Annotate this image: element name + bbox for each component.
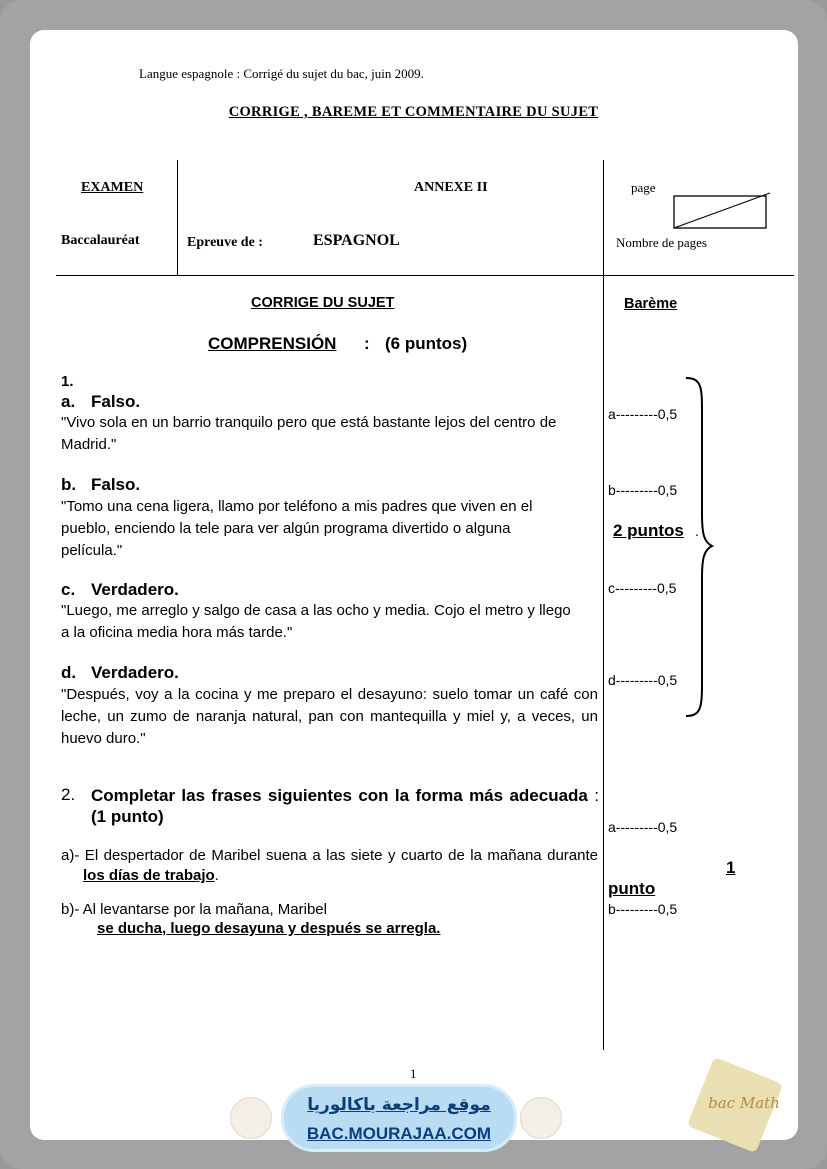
comprension-points: (6 puntos) (385, 334, 468, 353)
page-box (672, 190, 774, 232)
banner-url-link[interactable]: BAC.MOURAJAA.COM (306, 1124, 492, 1143)
score-q1-c: c---------0,5 (608, 580, 677, 596)
bareme-column-divider (603, 160, 604, 1050)
q1-d-answer: Verdadero. (91, 663, 179, 682)
epreuve-label: Epreuve de : (187, 235, 263, 250)
bareme-title: Barème (624, 296, 678, 312)
annexe-label: ANNEXE II (414, 180, 488, 195)
table-bottom-line (56, 275, 794, 276)
nombre-pages-label: Nombre de pages (616, 235, 707, 250)
comprension-title: COMPRENSIÓN (208, 334, 337, 353)
q1-b-letter: b. (61, 475, 77, 494)
examen-label: EXAMEN (81, 180, 144, 195)
q1-total-dot: . (695, 523, 699, 539)
q1-b-quote: "Tomo una cena ligera, llamo por teléfono a mis padres que viven en el pueblo, enciendo la tele para ver algún programa divertido o alguna película." (61, 498, 533, 559)
q2-number: 2. (61, 785, 76, 804)
epreuve-value: ESPAGNOL (313, 232, 400, 249)
banner-arabic-text[interactable]: موقع مراجعة باكالوريا (307, 1095, 491, 1115)
bac-math-badge-text: bac Math (708, 1094, 780, 1112)
q2-a-end: . (214, 867, 219, 884)
q1-a-letter: a. (61, 392, 76, 411)
q2-total-number: 1 (726, 858, 736, 877)
left-logo-icon (230, 1097, 272, 1139)
score-q2-a: a---------0,5 (608, 819, 678, 835)
q1-total: 2 puntos (613, 521, 684, 540)
q1-b-answer: Falso. (91, 475, 141, 494)
q2-title-wrap (91, 785, 599, 827)
baccalaureat-label: Baccalauréat (61, 233, 140, 248)
right-logo-icon (520, 1097, 562, 1139)
q1-a-quote: "Vivo sola en un barrio tranquilo pero que está bastante lejos del centro de Madrid." (61, 414, 557, 453)
q1-c-letter: c. (61, 580, 76, 599)
curly-brace-icon (684, 374, 716, 720)
q2-a-text: a)- El despertador de Maribel suena a las siete y cuarto de la mañana durante (61, 847, 598, 864)
main-title: CORRIGE , BAREME ET COMMENTAIRE DU SUJET (228, 104, 599, 120)
score-q1-d: d---------0,5 (608, 672, 678, 688)
comprension-sep: : (364, 334, 370, 353)
page-label: page (631, 180, 656, 195)
score-q1-b: b---------0,5 (608, 482, 678, 498)
q2-total-word: punto (608, 879, 656, 898)
q1-d-quote: "Después, voy a la cocina y me preparo el desayuno: suelo tomar un café con leche, un zumo de naranja natural, pan con mantequilla y miel y, a veces, un huevo duro." (61, 686, 598, 747)
q1-c-answer: Verdadero. (91, 580, 179, 599)
table-divider-left (177, 160, 178, 276)
top-line: Langue espagnole : Corrigé du sujet du bac, juin 2009. (139, 66, 424, 81)
q2-a-answer: los días de trabajo (83, 867, 215, 884)
q1-c-quote: "Luego, me arreglo y salgo de casa a las ocho y media. Cojo el metro y llego a la oficina media hora más tarde." (61, 602, 571, 641)
score-q1-a: a---------0,5 (608, 406, 678, 422)
q2-points: (1 punto) (91, 807, 164, 826)
q2-b-text: b)- Al levantarse por la mañana, Maribel (61, 901, 327, 918)
q2-title: Completar las frases siguientes con la forma más adecuada (91, 786, 588, 805)
q2-title-sep: : (594, 786, 599, 805)
corrige-title: CORRIGE DU SUJET (251, 295, 395, 311)
q2-b-answer: se ducha, luego desayuna y después se arregla. (97, 920, 441, 937)
q1-d-letter: d. (61, 663, 77, 682)
q1-a-answer: Falso. (91, 392, 141, 411)
page-number: 1 (410, 1066, 417, 1081)
q1-number: 1. (61, 373, 74, 390)
score-q2-b: b---------0,5 (608, 901, 678, 917)
q2-a-sentence (61, 846, 598, 886)
